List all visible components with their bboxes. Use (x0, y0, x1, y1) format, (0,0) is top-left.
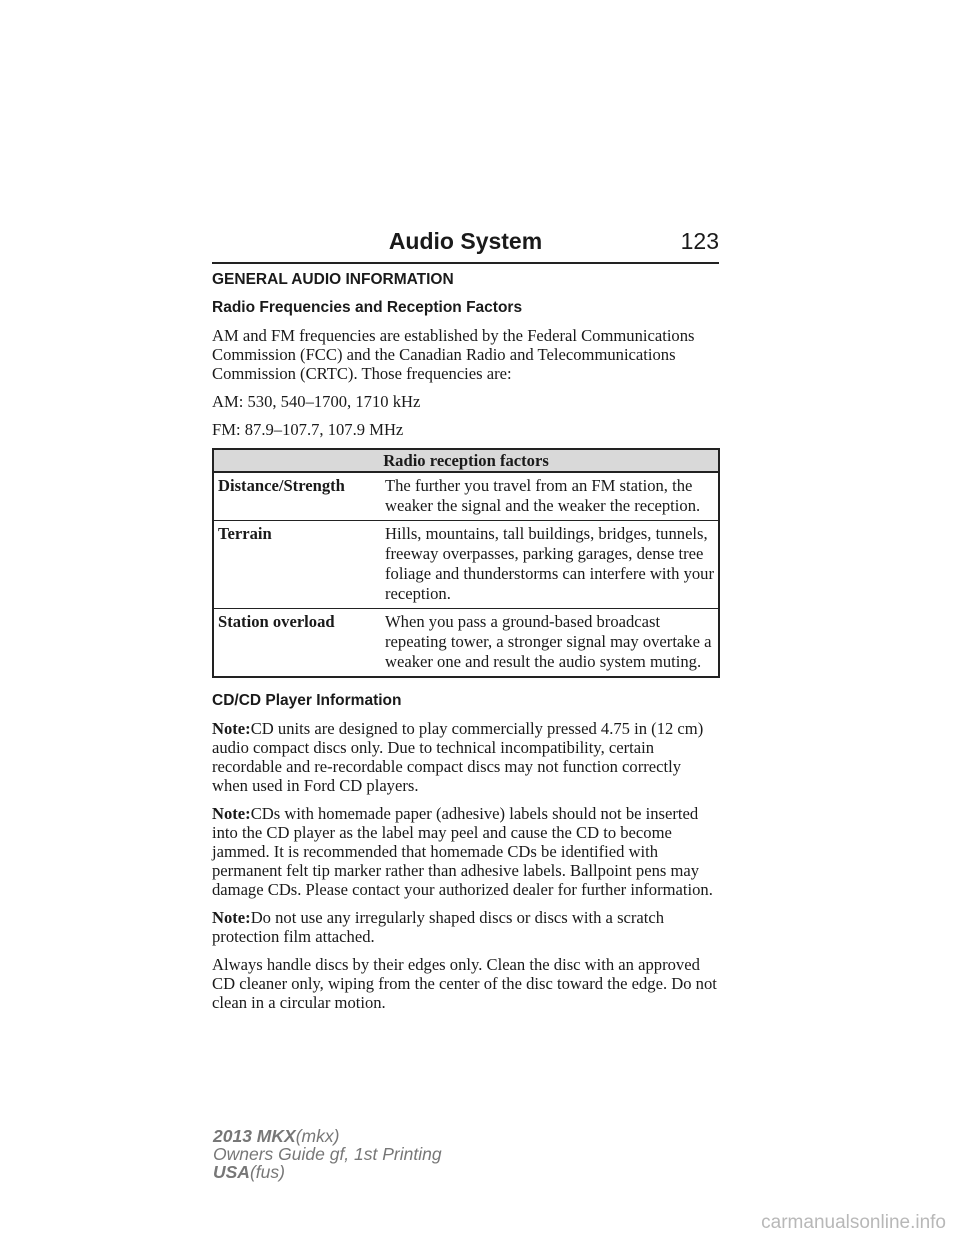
footer-line-guide: Owners Guide gf, 1st Printing (213, 1144, 442, 1164)
footer-market: USA (213, 1162, 250, 1182)
reception-factors-table (212, 448, 720, 678)
footer-line-market (213, 1163, 442, 1181)
note-label: Note: (212, 719, 251, 738)
factor-description: Hills, mountains, tall buildings, bridges, tunnels, freeway overpasses, parking garages, dense tree foliage and thunderstorms can interfere with your reception. (381, 521, 719, 609)
factor-term: Distance/Strength (213, 472, 381, 521)
chapter-title: Audio System (388, 228, 543, 254)
table-row (213, 609, 719, 678)
table-caption: Radio reception factors (213, 449, 719, 472)
factor-term: Station overload (213, 609, 381, 678)
note-text: CD units are designed to play commercially pressed 4.75 in (12 cm) audio compact discs only. Due to technical incompatibility, certain recordable and re-recordable compact discs may not function correctly when used in Ford CD players. (212, 719, 704, 795)
fm-frequencies: FM: 87.9–107.7, 107.9 MHz (212, 420, 404, 439)
note-label: Note: (212, 804, 251, 823)
note-label: Note: (212, 908, 251, 927)
factor-description: When you pass a ground-based broadcast repeating tower, a stronger signal may overtake a weaker one and result the audio system muting. (381, 609, 719, 678)
print-footer (213, 1127, 442, 1181)
footer-line-model (213, 1127, 442, 1145)
note-text: CDs with homemade paper (adhesive) labels should not be inserted into the CD player as the label may peel and cause the CD to become jammed. It is recommended that homemade CDs be identified with permanent felt tip marker rather than adhesive labels. Ballpoint pens may damage CDs. Please contact your authorized dealer for further information. (212, 804, 713, 899)
radio-heading: Radio Frequencies and Reception Factors (212, 299, 523, 316)
factor-description: The further you travel from an FM station, the weaker the signal and the weaker the reception. (381, 472, 719, 521)
disc-handling-paragraph: Always handle discs by their edges only. Clean the disc with an approved CD cleaner only, wiping from the center of the disc toward the edge. Do not clean in a circular motion. (212, 955, 717, 1012)
radio-intro: AM and FM frequencies are established by the Federal Communications Commission (FCC) and the Canadian Radio and Telecommunications Commission (CRTC). Those frequencies are: (212, 326, 695, 383)
cd-heading: CD/CD Player Information (212, 692, 402, 709)
note-paragraph (212, 804, 720, 899)
footer-model-code: (mkx) (295, 1126, 340, 1146)
footer-market-code: (fus) (249, 1162, 285, 1182)
page-header (212, 226, 719, 264)
factor-term: Terrain (213, 521, 381, 609)
footer-model: 2013 MKX (213, 1126, 296, 1146)
note-paragraph (212, 719, 720, 795)
table-row (213, 521, 719, 609)
watermark: carmanualsonline.info (761, 1212, 946, 1233)
page-number: 123 (680, 228, 719, 254)
am-frequencies: AM: 530, 540–1700, 1710 kHz (212, 392, 421, 411)
note-text: Do not use any irregularly shaped discs or discs with a scratch protection film attached. (212, 908, 665, 946)
section-title: GENERAL AUDIO INFORMATION (212, 271, 454, 288)
table-row (213, 472, 719, 521)
page-content (212, 270, 720, 1021)
note-paragraph (212, 908, 720, 946)
